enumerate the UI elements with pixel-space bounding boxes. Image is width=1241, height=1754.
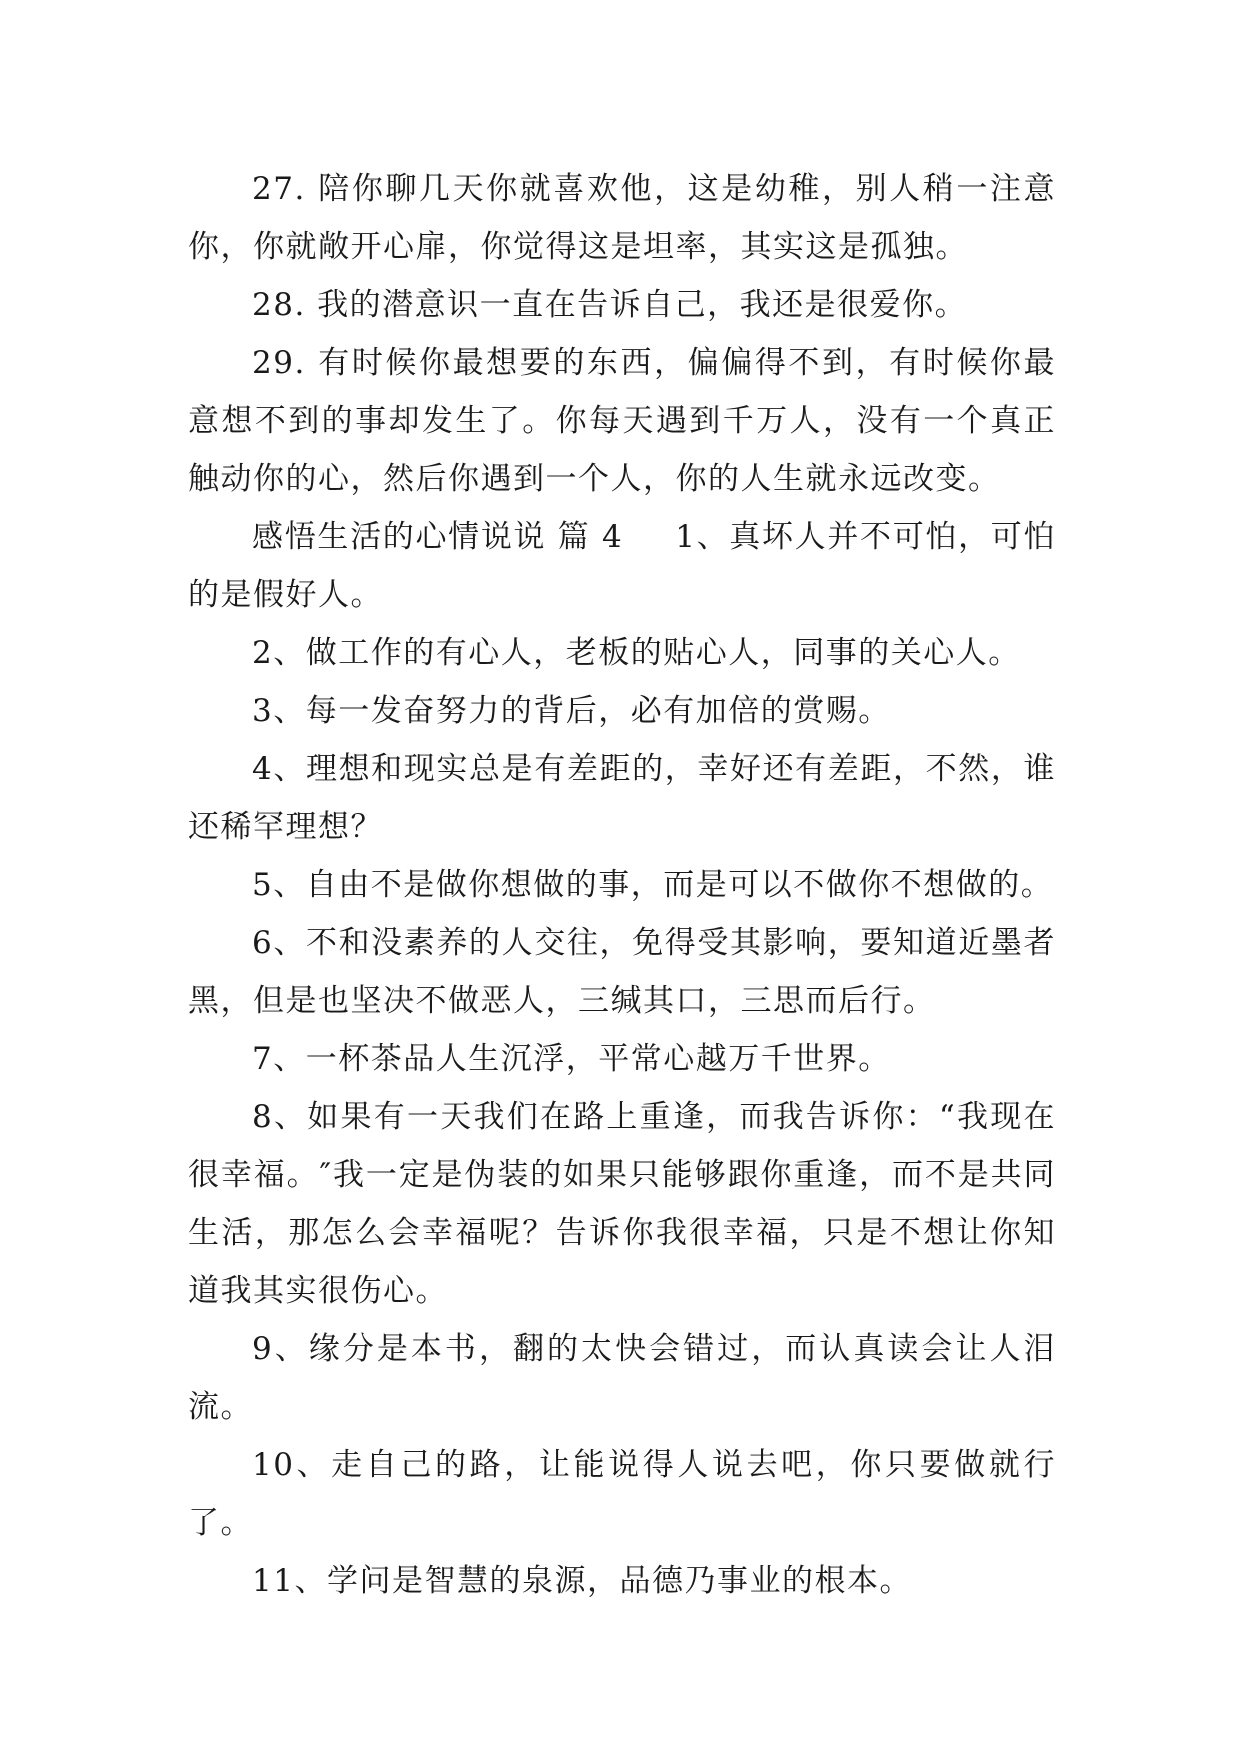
- paragraph-2: 2、做工作的有心人，老板的贴心人，同事的关心人。: [252, 635, 1021, 671]
- paragraph-10: 10、走自己的路，让能说得人说去吧，你只要做就行了。: [188, 1447, 1056, 1541]
- paragraph-5: 5、自由不是做你想做的事，而是可以不做你不想做的。: [252, 867, 1054, 903]
- paragraph-9: 9、缘分是本书，翻的太快会错过，而认真读会让人泪流。: [188, 1331, 1056, 1425]
- paragraph-4: 4、理想和现实总是有差距的，幸好还有差距，不然，谁还稀罕理想？: [188, 751, 1056, 845]
- section-first-item: 1、真坏人并不可怕，可怕的是假好人。: [188, 519, 1056, 613]
- paragraph-27: 27. 陪你聊几天你就喜欢他，这是幼稚，别人稍一注意你，你就敞开心扉，你觉得这是坦率，其实这是孤独。: [188, 171, 1056, 265]
- paragraph-28: 28. 我的潜意识一直在告诉自己，我还是很爱你。: [252, 287, 968, 323]
- paragraph-3: 3、每一发奋努力的背后，必有加倍的赏赐。: [252, 693, 891, 729]
- section-heading-paragraph: [188, 508, 1056, 624]
- paragraph-29: 29. 有时候你最想要的东西，偏偏得不到，有时候你最意想不到的事却发生了。你每天遇到千万人，没有一个真正触动你的心，然后你遇到一个人，你的人生就永远改变。: [188, 345, 1056, 497]
- paragraph-11: 11、学问是智慧的泉源，品德乃事业的根本。: [252, 1563, 912, 1599]
- section-title: 感悟生活的心情说说 篇 4: [252, 519, 624, 555]
- paragraph-6: 6、不和没素养的人交往，免得受其影响，要知道近墨者黑，但是也坚决不做恶人，三缄其口，三思而后行。: [188, 925, 1056, 1019]
- paragraph-7: 7、一杯茶品人生沉浮，平常心越万千世界。: [252, 1041, 891, 1077]
- document-body: [188, 160, 1056, 1610]
- paragraph-8: 8、如果有一天我们在路上重逢，而我告诉你：“我现在很幸福。″我一定是伪装的如果只能够跟你重逢，而不是共同生活，那怎么会幸福呢？告诉你我很幸福，只是不想让你知道我其实很伤心。: [188, 1099, 1056, 1309]
